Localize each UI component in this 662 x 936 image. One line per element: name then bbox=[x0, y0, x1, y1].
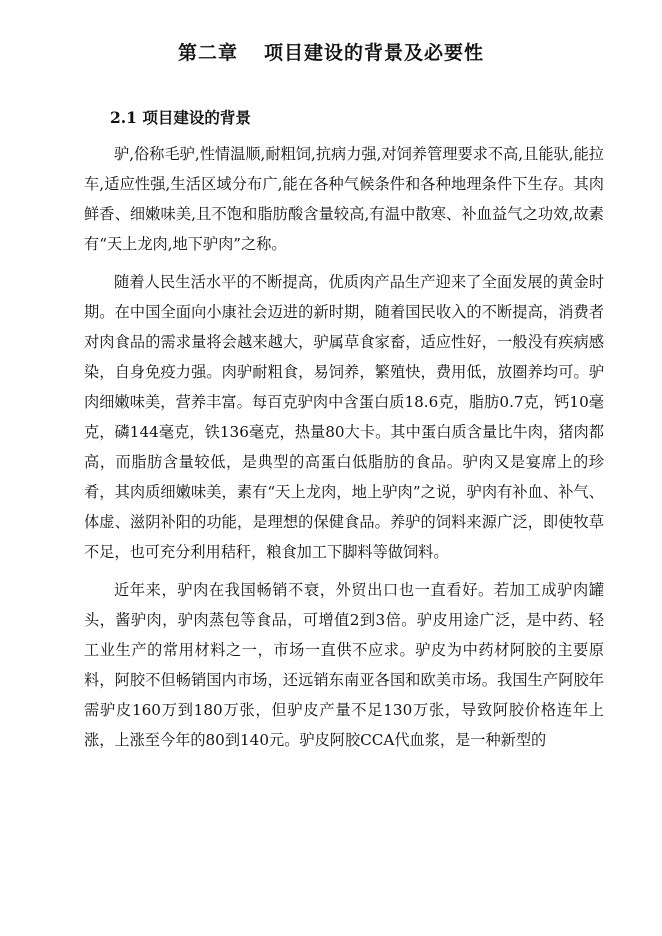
paragraph-3: 近年来，驴肉在我国畅销不衰，外贸出口也一直看好。若加工成驴肉罐头，酱驴肉，驴肉蒸包等食品，可增值2到3倍。驴皮用途广泛，是中药、轻工业生产的常用材料之一，市场一直供不应求。驴皮为中药材阿胶的主要原料，阿胶不但畅销国内市场，还远销东南亚各国和欧美市场。我国生产阿胶年需驴皮160万到180万张，但驴皮产量不足130万张，导致阿胶价格连年上涨，上涨至今年的80到140元。驴皮阿胶CCA代血浆，是一种新型的 bbox=[84, 581, 604, 749]
chapter-title bbox=[0, 38, 662, 65]
chapter-number: 第二章 bbox=[177, 42, 238, 64]
paragraph-2: 随着人民生活水平的不断提高，优质肉产品生产迎来了全面发展的黄金时期。在中国全面向小康社会迈进的新时期，随着国民收入的不断提高，消费者对肉食品的需求量将会越来越大，驴属草食家畜，适应性好，一般没有疾病感染，自身免疫力强。肉驴耐粗食，易饲养，繁殖快，费用低，放圈养均可。驴肉细嫩味美，营养丰富。每百克驴肉中含蛋白质18.6克，脂肪0.7克，钙10毫克，磷144毫克，铁136毫克，热量80大卡。其中蛋白质含量比牛肉，猪肉都高，而脂肪含量较低，是典型的高蛋白低脂肪的食品。驴肉又是宴席上的珍肴，其肉质细嫩味美，素有“天上龙肉，地上驴肉”之说，驴肉有补血、补气、体虚、滋阴补阳的功能，是理想的保健食品。养驴的饲料来源广泛，即使牧草不足，也可充分利用秸秆，粮食加工下脚料等做饲料。 bbox=[84, 273, 604, 561]
section-title: 2.1 项目建设的背景 bbox=[110, 108, 251, 127]
chapter-title-text: 项目建设的背景及必要性 bbox=[264, 42, 485, 64]
body-text bbox=[84, 139, 604, 755]
paragraph-1: 驴,俗称毛驴,性情温顺,耐粗饲,抗病力强,对饲养管理要求不高,且能驮,能拉车,适应性强,生活区域分布广,能在各种气候条件和各种地理条件下生存。其肉鲜香、细嫩味美,且不饱和脂肪酸含量较高,有温中散寒、补血益气之功效,故素有“天上龙肉,地下驴肉”之称。 bbox=[84, 145, 604, 253]
